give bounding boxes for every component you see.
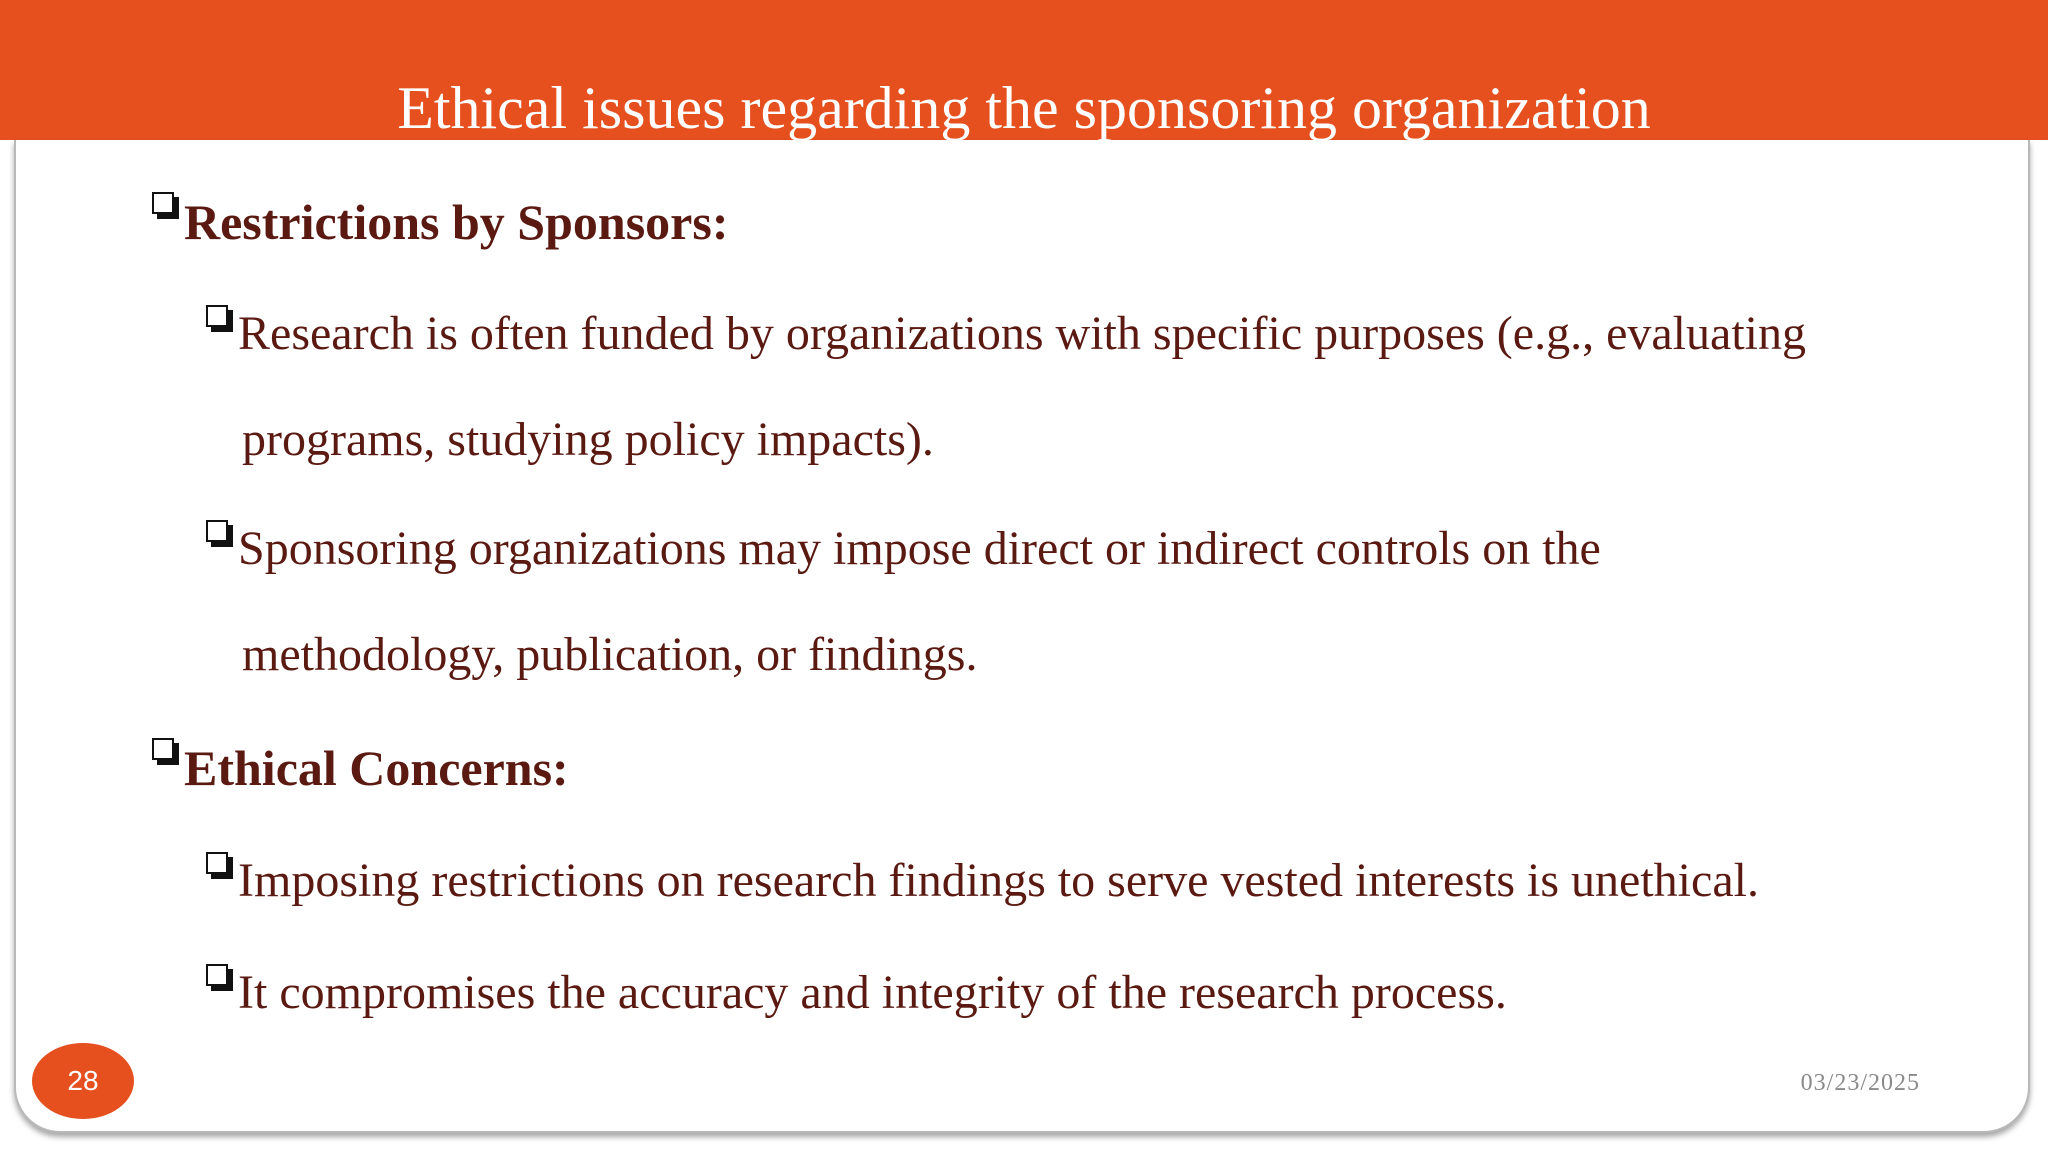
slide-title: Ethical issues regarding the sponsoring organization xyxy=(397,75,1651,140)
section-heading-ethical-concerns xyxy=(152,738,569,798)
slide-date: 03/23/2025 xyxy=(1800,1070,1920,1096)
checkbox-square-icon xyxy=(206,520,234,548)
checkbox-square-icon xyxy=(152,738,180,766)
section-heading-text: Restrictions by Sponsors: xyxy=(184,194,729,250)
list-item-text: It compromises the accuracy and integrity of the research process. xyxy=(238,966,1507,1019)
checkbox-square-icon xyxy=(206,852,234,880)
list-item-continuation: programs, studying policy impacts). xyxy=(242,413,934,466)
section-heading-restrictions xyxy=(152,192,728,252)
section-heading-text: Ethical Concerns: xyxy=(184,740,569,796)
checkbox-square-icon xyxy=(206,305,234,333)
list-item xyxy=(206,305,1806,363)
list-item-text: Sponsoring organizations may impose direct or indirect controls on the xyxy=(238,522,1601,575)
list-item-text: Imposing restrictions on research findings to serve vested interests is unethical. xyxy=(238,854,1759,907)
checkbox-square-icon xyxy=(206,964,234,992)
list-item-text: Research is often funded by organizations with specific purposes (e.g., evaluating xyxy=(238,307,1806,360)
list-item xyxy=(206,964,1507,1022)
checkbox-square-icon xyxy=(152,192,180,220)
list-item xyxy=(206,520,1601,578)
page-number-badge: 28 xyxy=(32,1043,134,1119)
list-item xyxy=(206,852,1759,910)
list-item-continuation: methodology, publication, or findings. xyxy=(242,628,978,681)
